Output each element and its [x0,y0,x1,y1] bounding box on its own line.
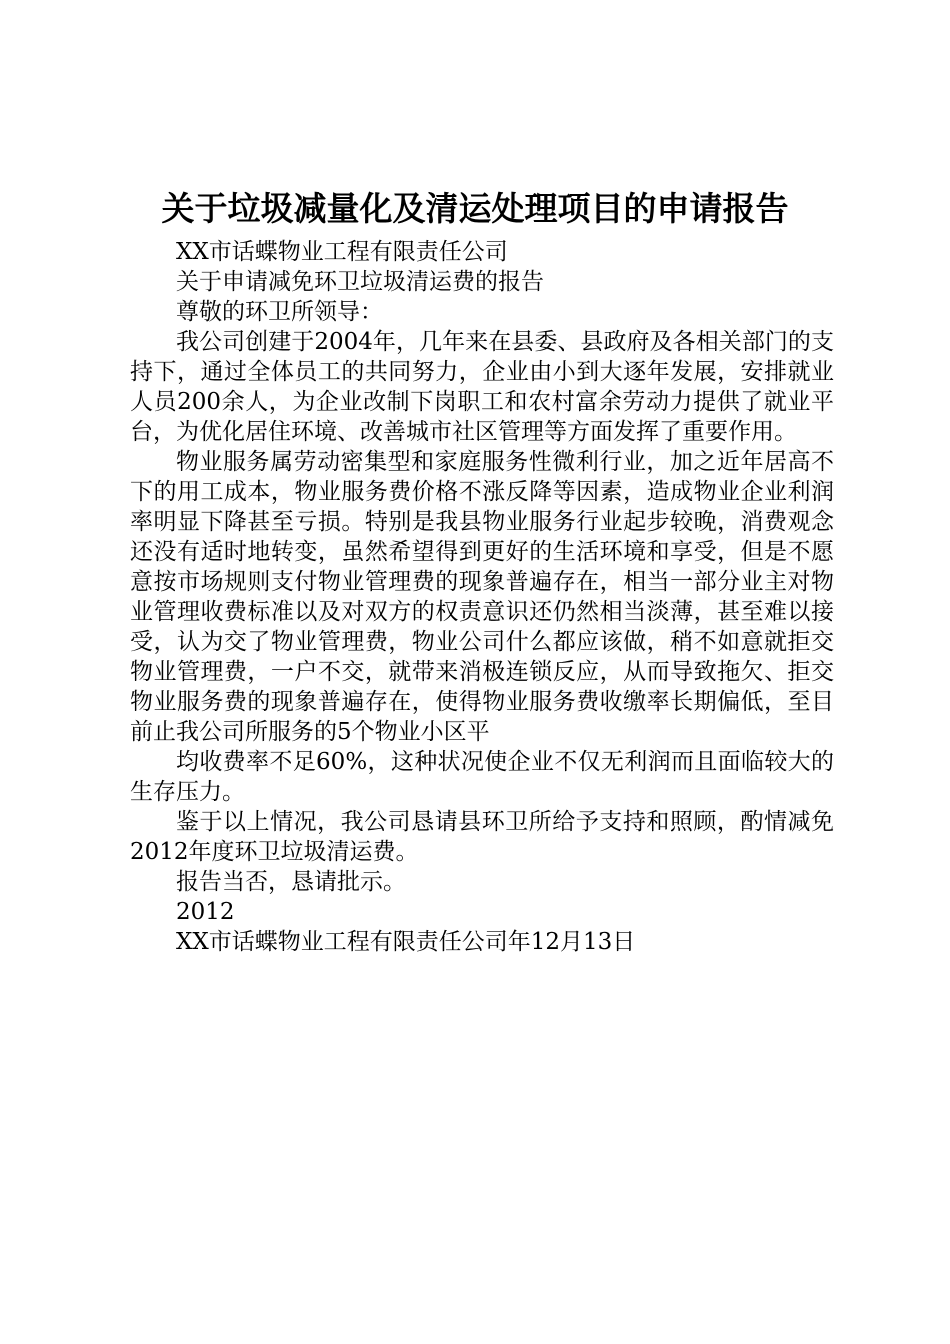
paragraph-industry-situation: 物业服务属劳动密集型和家庭服务性微利行业，加之近年居高不下的用工成本，物业服务费价格不涨反降等因素，造成物业企业利润率明显下降甚至亏损。特别是我县物业服务行业起步较晚，消费观念还没有适时地转变，虽然希望得到更好的生活环境和享受，但是不愿意按市场规则支付物业管理费的现象普遍存在，相当一部分业主对物业管理收费标准以及对双方的权责意识还仍然相当淡薄，甚至难以接受，认为交了物业管理费，物业公司什么都应该做，稍不如意就拒交物业管理费，一户不交，就带来消极连锁反应，从而导致拖欠、拒交物业服务费的现象普遍存在，使得物业服务费收缴率长期偏低，至目前止我公司所服务的5个物业小区平 [130,449,834,745]
company-name-line: XX市话蝶物业工程有限责任公司 [176,239,508,265]
document-title: 关于垃圾减量化及清运处理项目的申请报告 [161,189,789,228]
closing-line: 报告当否，恳请批示。 [176,869,406,895]
year-line: 2012 [176,899,235,925]
signature-date-line: XX市话蝶物业工程有限责任公司年12月13日 [176,929,636,955]
paragraph-request: 鉴于以上情况，我公司恳请县环卫所给予支持和照顾，酌情减免2012年度环卫垃圾清运费。 [130,809,834,865]
paragraph-company-intro: 我公司创建于2004年，几年来在县委、县政府及各相关部门的支持下，通过全体员工的共同努力，企业由小到大逐年发展，安排就业人员200余人，为企业改制下岗职工和农村富余劳动力提供了就业平台，为优化居住环境、改善城市社区管理等方面发挥了重要作用。 [130,329,834,445]
report-subject-line: 关于申请减免环卫垃圾清运费的报告 [176,269,544,295]
document-body [130,237,834,957]
paragraph-collection-rate: 均收费率不足60%，这种状况使企业不仅无利润而且面临较大的生存压力。 [130,749,834,805]
salutation: 尊敬的环卫所领导： [176,299,383,325]
